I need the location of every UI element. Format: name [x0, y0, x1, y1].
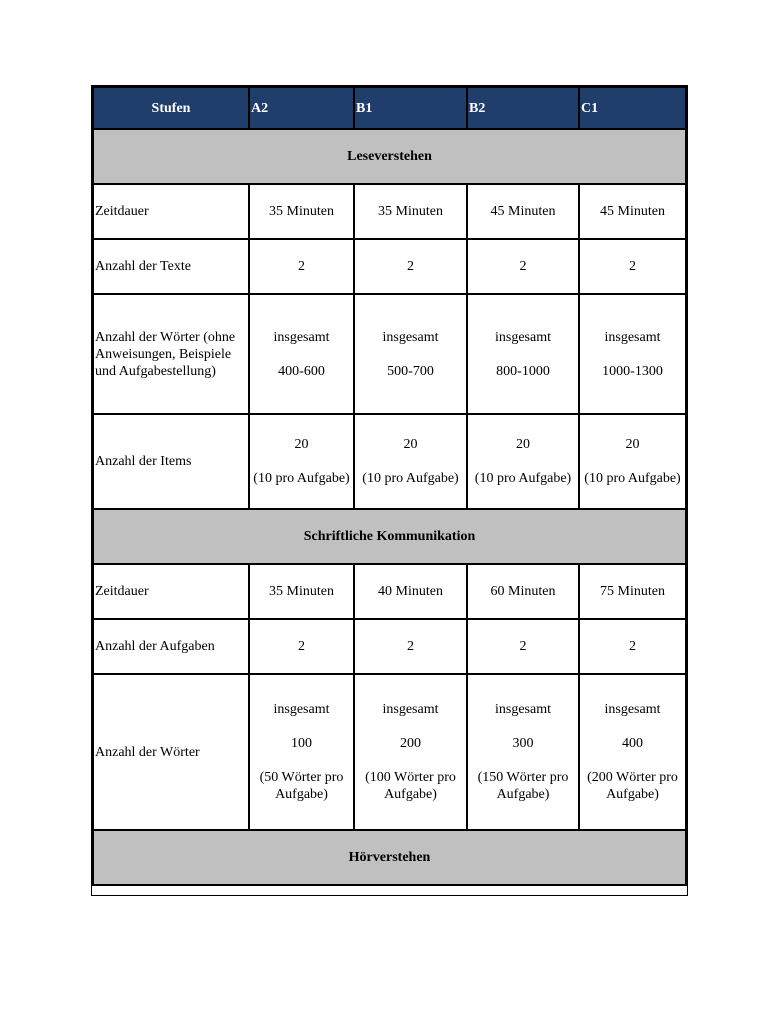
table-cell: 35 Minuten [354, 184, 467, 239]
cell-line: insgesamt [273, 329, 330, 345]
table-cell: 45 Minuten [579, 184, 686, 239]
table-cell: 2 [467, 619, 579, 674]
cell-line: 300 [512, 736, 534, 751]
cell-line: (50 Wörter pro Aufgabe) [259, 770, 344, 802]
row-label: Anzahl der Texte [93, 239, 249, 294]
cell-line: insgesamt [604, 702, 661, 717]
table-cell [579, 414, 686, 509]
cell-line: 500-700 [387, 363, 434, 379]
table-cell: 45 Minuten [467, 184, 579, 239]
cell-line: 200 [400, 736, 421, 751]
cell-line: 20 [403, 437, 418, 452]
section-title: Schriftliche Kommunikation [93, 509, 686, 564]
table-row [93, 414, 686, 509]
table-row [93, 184, 686, 239]
table-cell [579, 294, 686, 414]
section-title: Leseverstehen [93, 129, 686, 184]
section-title: Hörverstehen [93, 830, 686, 885]
cell-line: (10 pro Aufgabe) [474, 471, 572, 486]
row-label: Anzahl der Items [93, 414, 249, 509]
table-cell [467, 414, 579, 509]
header-cell-level: B2 [467, 87, 579, 129]
table-cell: 35 Minuten [249, 184, 354, 239]
cell-line: 20 [625, 437, 640, 452]
table-cell: 40 Minuten [354, 564, 467, 619]
cell-line: (10 pro Aufgabe) [253, 471, 350, 486]
cell-line: 20 [294, 437, 309, 452]
table-cell: 2 [354, 239, 467, 294]
table-cell: 2 [579, 619, 686, 674]
cell-line: insgesamt [604, 329, 661, 345]
table-cell: 75 Minuten [579, 564, 686, 619]
section-row-leseverstehen [93, 129, 686, 184]
section-row-schriftliche-kommunikation [93, 509, 686, 564]
table-row [93, 294, 686, 414]
cell-line: insgesamt [382, 329, 439, 345]
row-label: Anzahl der Aufgaben [93, 619, 249, 674]
cell-line: 20 [516, 437, 530, 452]
table-cell [467, 294, 579, 414]
row-label: Zeitdauer [93, 564, 249, 619]
table-cell: 2 [354, 619, 467, 674]
header-cell-level: C1 [579, 87, 686, 129]
cell-line: insgesamt [382, 702, 439, 717]
table-cell [354, 294, 467, 414]
cell-line: 400 [622, 736, 643, 751]
table-cell: 35 Minuten [249, 564, 354, 619]
table-cell: 2 [249, 619, 354, 674]
table-row [93, 674, 686, 830]
header-cell-stufen: Stufen [93, 87, 249, 129]
table-cell [249, 414, 354, 509]
header-cell-level: A2 [249, 87, 354, 129]
cell-line: (100 Wörter pro Aufgabe) [365, 770, 456, 802]
table-cell [467, 674, 579, 830]
row-label: Zeitdauer [93, 184, 249, 239]
cell-line: 800-1000 [496, 363, 550, 379]
table-cell [579, 674, 686, 830]
table-cell: 2 [579, 239, 686, 294]
cell-line: (10 pro Aufgabe) [584, 471, 681, 486]
cell-line: insgesamt [273, 702, 330, 717]
header-cell-level: B1 [354, 87, 467, 129]
table-cell [354, 674, 467, 830]
table-cell: 60 Minuten [467, 564, 579, 619]
table-cell: 2 [249, 239, 354, 294]
row-label: Anzahl der Wörter [93, 674, 249, 830]
table-cell [249, 294, 354, 414]
table-cell: 2 [467, 239, 579, 294]
table-cell [354, 414, 467, 509]
cell-line: 100 [291, 736, 312, 751]
table-row [93, 239, 686, 294]
cell-line: insgesamt [495, 702, 551, 717]
row-label: Anzahl der Wörter (ohne Anweisungen, Beispiele und Aufgabestellung) [93, 294, 249, 414]
cell-line: (10 pro Aufgabe) [362, 471, 459, 486]
table-header-row [93, 87, 686, 129]
table-row [93, 564, 686, 619]
section-row-hoerverstehen [93, 830, 686, 885]
cell-line: (200 Wörter pro Aufgabe) [587, 770, 678, 802]
cell-line: 1000-1300 [602, 363, 663, 379]
table-cell [249, 674, 354, 830]
table-row [93, 619, 686, 674]
cell-line: insgesamt [495, 329, 551, 345]
exam-structure-table [92, 86, 687, 886]
cell-line: 400-600 [278, 363, 325, 379]
cell-line: (150 Wörter pro Aufgabe) [477, 770, 569, 802]
